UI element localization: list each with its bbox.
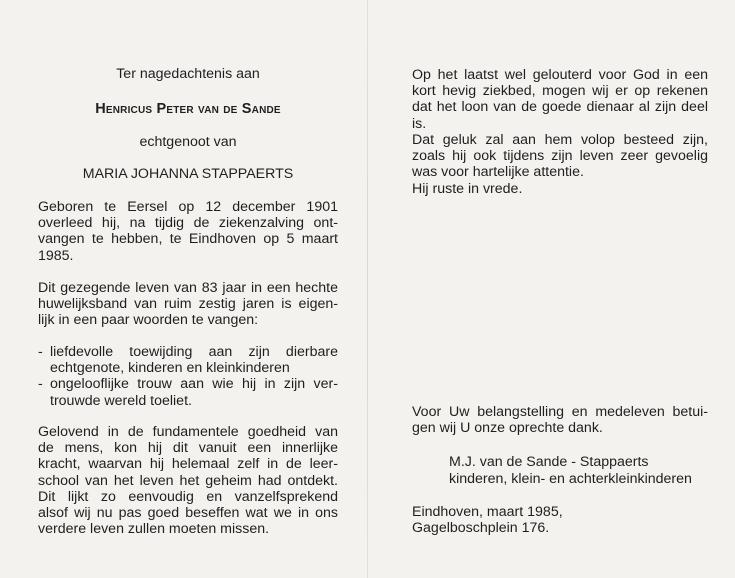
birth-line: overleed hij, na tijdig de ziekenzalving ont-: [38, 215, 338, 232]
bullet-line: liefdevolle toewijding aan zijn dierbare: [50, 344, 338, 360]
faith-line: alsof wij nu pas goed beseffen wat we in ons: [38, 505, 338, 522]
bullet-line: ongelooflijke trouw aan wie hij in zijn ver-: [50, 376, 338, 393]
bullet-line: trouwde wereld toeliet.: [50, 392, 192, 409]
god-paragraph: [412, 67, 708, 132]
card-fold-line: [367, 0, 368, 578]
faith-line: de mens, kon hij dit vanuit een innerlijke: [38, 440, 338, 457]
faith-line: school van het leven het geheim had ontdekt.: [38, 472, 338, 489]
thanks-paragraph: [412, 404, 708, 436]
life-line: Dit gezegende leven van 83 jaar in een hechte: [38, 280, 338, 296]
birth-paragraph: [38, 199, 338, 264]
birth-line: Geboren te Eersel op 12 december 1901: [38, 199, 338, 215]
happiness-line: zoals hij ook tijdens zijn leven zeer gevoelig: [412, 148, 708, 165]
faith-line: Dit lijkt zo eenvoudig en vanzelfsprekend: [38, 488, 338, 505]
deceased-name: Henricus Peter van de Sande: [95, 101, 281, 117]
happiness-line: Dat geluk zal aan hem volop besteed zijn,: [412, 132, 708, 148]
rest-in-peace-line: Hij ruste in vrede.: [412, 181, 523, 197]
qualities-list: [38, 344, 338, 409]
faith-line: Gelovend in de fundamentele goedheid van: [38, 424, 338, 440]
family-members: kinderen, klein- en achterkleinkinderen: [449, 471, 692, 487]
thanks-line: Voor Uw belangstelling en medeleven betui-: [412, 404, 708, 420]
bullet-line: echtgenote, kinderen en kleinkinderen: [50, 360, 290, 377]
left-page: [38, 0, 338, 578]
happiness-paragraph: [412, 132, 708, 181]
faith-line: kracht, waarvan hij helemaal zelf in de leer-: [38, 456, 338, 473]
god-line: is.: [412, 115, 427, 132]
thanks-line: gen wij U onze oprechte dank.: [412, 420, 603, 437]
right-page: [412, 0, 708, 578]
spouse-name: MARIA JOHANNA STAPPAERTS: [82, 166, 294, 182]
god-line: kort hevig ziekbed, mogen wij er op rekenen: [412, 83, 708, 100]
intro-text: Ter nagedachtenis aan: [116, 66, 260, 82]
family-name: M.J. van de Sande - Stappaerts: [449, 454, 649, 470]
birth-line: vangen te hebben, te Eindhoven op 5 maart: [38, 231, 338, 248]
list-item: [38, 344, 338, 376]
place-date: Eindhoven, maart 1985,: [412, 504, 563, 520]
list-item: [38, 376, 338, 408]
god-line: Op het laatst wel gelouterd voor God in een: [412, 67, 708, 83]
god-line: dat het loon van de goede dienaar al zijn deel: [412, 99, 708, 116]
faith-line: verdere leven zullen moeten missen.: [38, 521, 270, 538]
happiness-line: was voor hartelijke attentie.: [412, 164, 584, 181]
bullet-dash: -: [38, 344, 43, 360]
faith-paragraph: [38, 424, 338, 537]
address: Gagelboschplein 176.: [412, 520, 550, 536]
birth-line: 1985.: [38, 247, 74, 264]
life-paragraph: [38, 280, 338, 329]
life-line: lijk in een paar woorden te vangen:: [38, 312, 259, 329]
life-line: huwelijksband van ruim zestig jaren is eigen-: [38, 296, 338, 313]
bullet-dash: -: [38, 376, 43, 393]
relation-text: echtgenoot van: [139, 134, 237, 150]
